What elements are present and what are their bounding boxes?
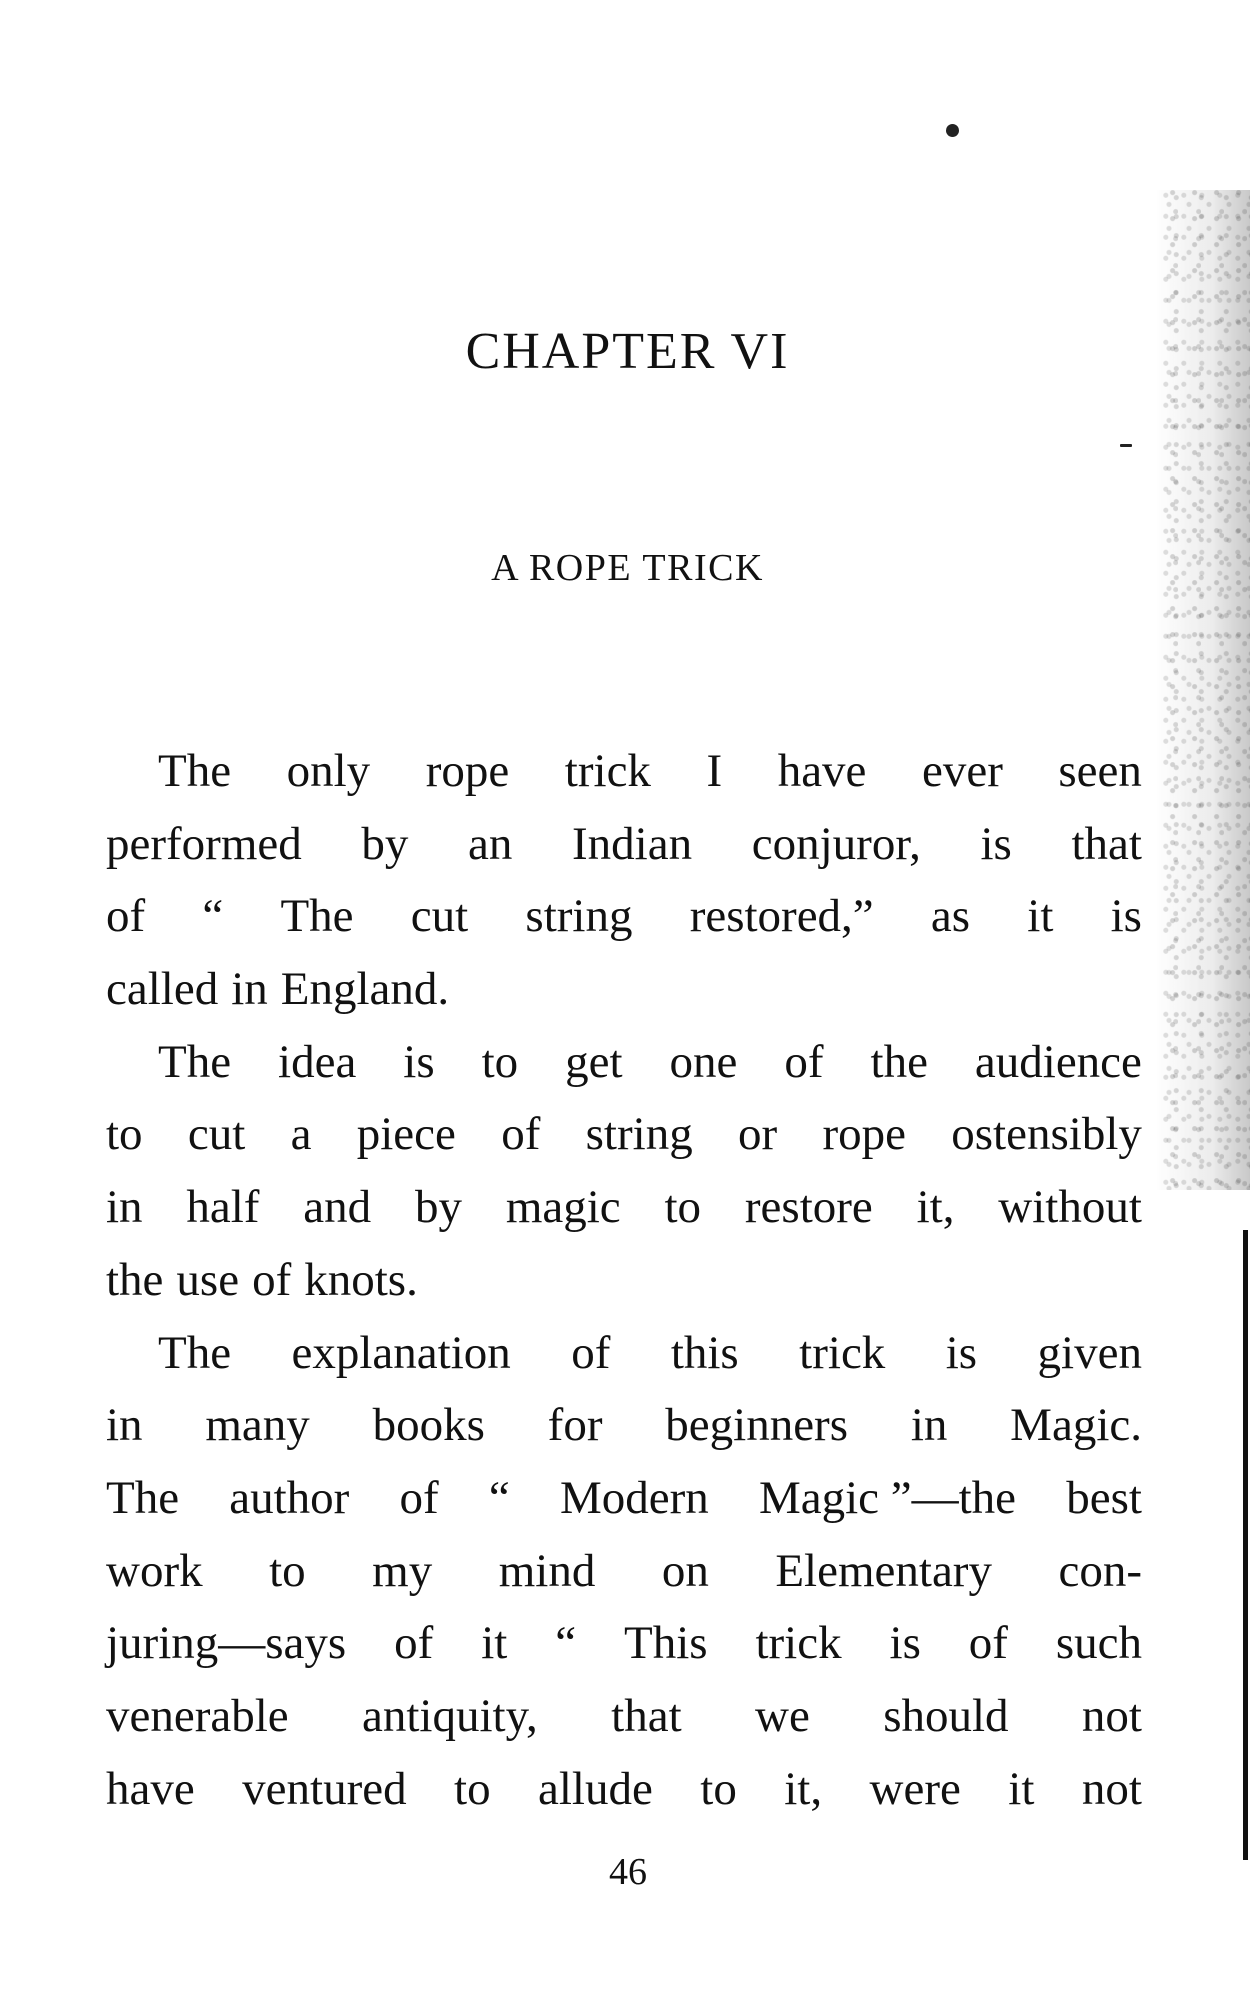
word: it, xyxy=(784,1762,823,1815)
word: antiquity, xyxy=(362,1689,538,1742)
word: of xyxy=(106,890,146,943)
word: cut xyxy=(187,1108,246,1161)
word: best xyxy=(1066,1471,1142,1524)
word: of xyxy=(399,1471,439,1524)
word: restored,” xyxy=(689,890,874,943)
word: The xyxy=(158,745,232,797)
text-line xyxy=(106,1680,1142,1753)
word: have xyxy=(777,745,867,797)
word: seen xyxy=(1058,745,1142,797)
word: not xyxy=(1081,1762,1142,1815)
word: have xyxy=(106,1762,195,1815)
word: ventured xyxy=(242,1762,407,1815)
word: is xyxy=(403,1035,435,1088)
word: of xyxy=(501,1108,541,1161)
word: of xyxy=(252,1253,292,1306)
word: it xyxy=(1008,1762,1035,1815)
word: called xyxy=(106,963,219,1016)
word: the xyxy=(106,1253,164,1306)
word: is xyxy=(889,1617,921,1670)
word: in xyxy=(106,1181,143,1234)
word: to xyxy=(454,1762,491,1815)
word: half xyxy=(186,1181,260,1234)
word: is xyxy=(945,1326,978,1379)
word: and xyxy=(303,1181,372,1234)
word: ostensibly xyxy=(951,1108,1142,1161)
word: by xyxy=(415,1181,462,1234)
word: to xyxy=(700,1762,737,1815)
word: beginners xyxy=(665,1399,849,1452)
word: The xyxy=(158,1326,232,1379)
text-line xyxy=(106,1244,1142,1317)
word: the xyxy=(870,1035,928,1088)
text-line xyxy=(106,1171,1142,1244)
word: “ xyxy=(202,890,224,943)
word: this xyxy=(670,1326,739,1379)
word: in xyxy=(231,963,268,1016)
word: were xyxy=(869,1762,961,1815)
word: to xyxy=(106,1108,143,1161)
page-number: 46 xyxy=(609,1851,647,1893)
word: magic xyxy=(505,1181,621,1234)
word: to xyxy=(481,1035,519,1088)
word: “ xyxy=(555,1617,577,1670)
word: trick xyxy=(564,745,651,797)
word: con- xyxy=(1058,1544,1142,1597)
word: get xyxy=(565,1035,623,1088)
word: that xyxy=(611,1689,682,1742)
word: mind xyxy=(498,1544,596,1597)
word: use xyxy=(176,1253,240,1306)
chapter-heading: CHAPTER VI xyxy=(465,323,790,380)
word: audience xyxy=(974,1035,1142,1088)
word: The xyxy=(280,890,354,943)
word: “ xyxy=(488,1471,510,1524)
text-line xyxy=(106,808,1142,881)
word: an xyxy=(468,817,513,870)
word: to xyxy=(664,1181,702,1234)
word: such xyxy=(1055,1617,1142,1670)
text-line xyxy=(106,1026,1142,1099)
word: given xyxy=(1037,1326,1142,1379)
word: I xyxy=(706,745,723,797)
word: without xyxy=(998,1181,1142,1234)
word: allude xyxy=(538,1762,653,1815)
word: Magic ”—the xyxy=(758,1471,1017,1524)
chapter-title: A ROPE TRICK xyxy=(491,547,764,589)
word: conjuror, xyxy=(751,817,921,870)
word: England. xyxy=(280,963,450,1016)
word: knots. xyxy=(304,1253,418,1306)
word: is xyxy=(1110,890,1142,943)
text-line xyxy=(106,1389,1142,1462)
word: piece xyxy=(356,1108,456,1161)
word: or xyxy=(738,1108,778,1161)
text-line xyxy=(106,880,1142,953)
word: Indian xyxy=(572,817,693,870)
word: Elementary xyxy=(775,1544,992,1597)
word: we xyxy=(755,1689,810,1742)
word: of xyxy=(968,1617,1008,1670)
word: in xyxy=(910,1399,948,1452)
text-line xyxy=(106,1317,1142,1390)
word: on xyxy=(661,1544,709,1597)
word: trick xyxy=(799,1326,886,1379)
word: rope xyxy=(822,1108,906,1161)
word: books xyxy=(372,1399,485,1452)
word: ever xyxy=(921,745,1003,797)
body-text xyxy=(106,735,1142,1825)
word: a xyxy=(290,1108,312,1161)
text-line xyxy=(106,1753,1142,1826)
scan-edge-bar xyxy=(1243,1230,1248,1860)
text-line xyxy=(106,1462,1142,1535)
word: venerable xyxy=(106,1689,289,1742)
word: only xyxy=(286,745,371,797)
text-line xyxy=(106,1607,1142,1680)
word: not xyxy=(1081,1689,1142,1742)
ink-speck xyxy=(1120,444,1132,447)
word: restore xyxy=(744,1181,873,1234)
word: one xyxy=(669,1035,738,1088)
word: that xyxy=(1071,817,1142,870)
text-line xyxy=(106,1535,1142,1608)
word: my xyxy=(372,1544,433,1597)
word: it xyxy=(1027,890,1054,943)
text-line xyxy=(106,1098,1142,1171)
word: many xyxy=(205,1399,310,1452)
word: This xyxy=(624,1617,708,1670)
word: is xyxy=(980,817,1012,870)
word: as xyxy=(930,890,971,943)
word: of xyxy=(784,1035,824,1088)
word: work xyxy=(106,1544,203,1597)
word: should xyxy=(883,1689,1009,1742)
text-line xyxy=(106,735,1142,808)
word: idea xyxy=(278,1035,357,1088)
word: Magic. xyxy=(1010,1399,1142,1452)
word: juring—says xyxy=(106,1617,347,1670)
ink-speck xyxy=(946,124,959,137)
word: by xyxy=(361,817,409,870)
word: it xyxy=(481,1617,508,1670)
text-line xyxy=(106,953,1142,1026)
word: explanation xyxy=(291,1326,511,1379)
word: for xyxy=(547,1399,603,1452)
word: to xyxy=(269,1544,306,1597)
word: string xyxy=(585,1108,693,1161)
word: rope xyxy=(425,745,510,797)
word: performed xyxy=(106,817,302,870)
word: Modern xyxy=(559,1471,709,1524)
word: of xyxy=(571,1326,611,1379)
word: it, xyxy=(916,1181,955,1234)
word: cut xyxy=(410,890,469,943)
word: The xyxy=(158,1035,232,1088)
word: string xyxy=(525,890,633,943)
word: author xyxy=(229,1471,350,1524)
word: The xyxy=(106,1471,180,1524)
word: trick xyxy=(755,1617,842,1670)
word: of xyxy=(394,1617,434,1670)
word: in xyxy=(106,1399,143,1452)
